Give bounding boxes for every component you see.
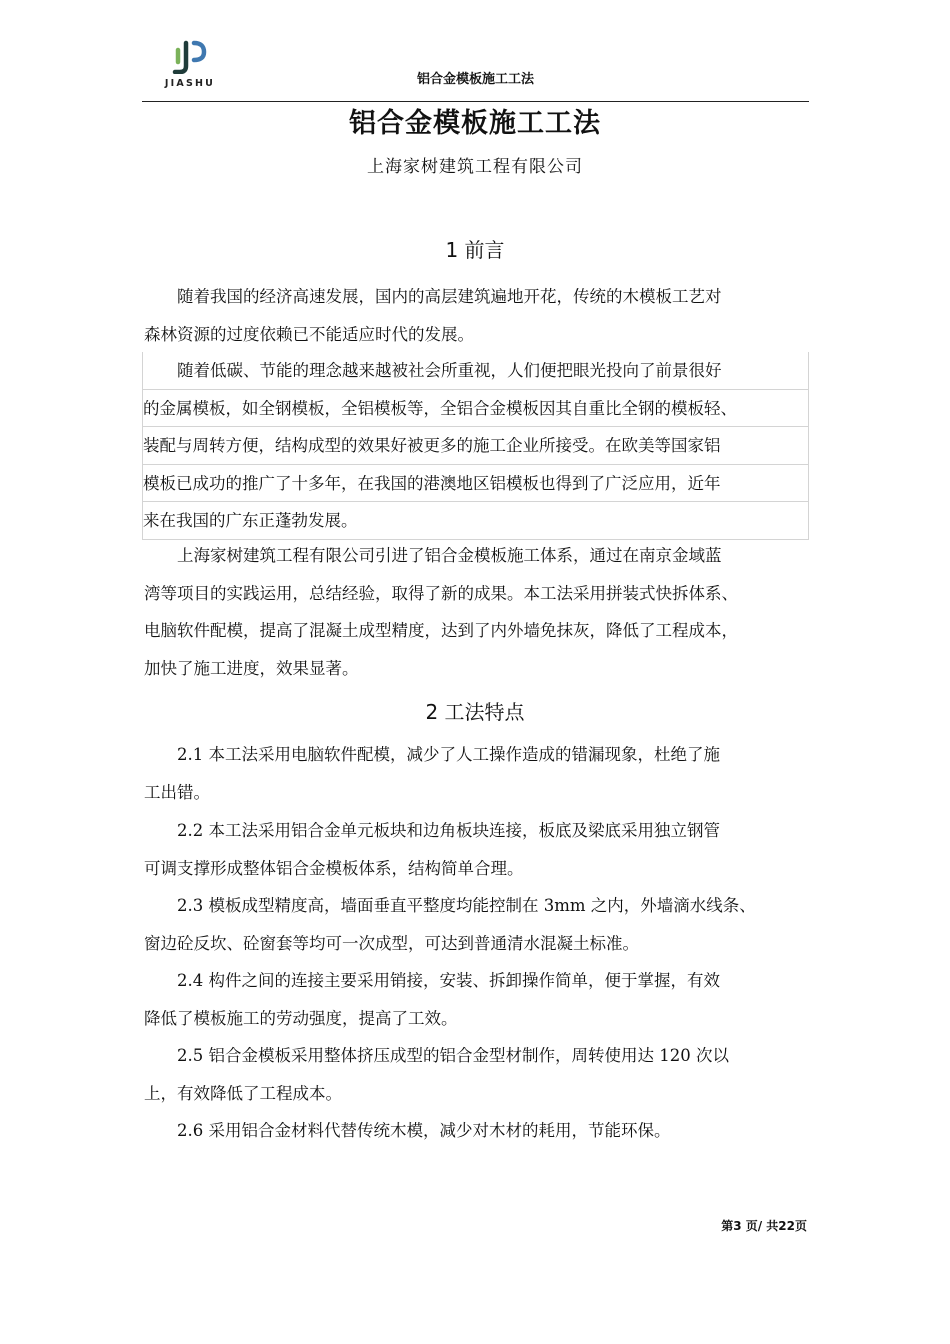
paragraph-line: 2.2 本工法采用铝合金单元板块和边角板块连接，板底及梁底采用独立钢管 [177, 821, 720, 840]
paragraph-line: 的金属模板，如全钢模板，全铝模板等，全铝合金模板因其自重比全钢的模板轻、 [143, 389, 808, 427]
section-heading-features: 2 工法特点 [425, 700, 525, 724]
paragraph [144, 278, 810, 353]
paragraph [144, 812, 810, 887]
paragraph-line: 加快了施工进度，效果显著。 [144, 658, 359, 678]
paragraph-line: 上海家树建筑工程有限公司引进了铝合金模板施工体系，通过在南京金域蓝 [177, 546, 722, 565]
paragraph-line: 上，有效降低了工程成本。 [144, 1083, 342, 1103]
paragraph-line: 2.5 铝合金模板采用整体挤压成型的铝合金型材制作，周转使用达 120 次以 [177, 1046, 729, 1065]
paragraph-line: 随着我国的经济高速发展，国内的高层建筑遍地开花，传统的木模板工艺对 [177, 287, 722, 306]
paragraph-line: 2.3 模板成型精度高，墙面垂直平整度均能控制在 3mm 之内，外墙滴水线条、 [177, 896, 756, 915]
paragraph-line: 湾等项目的实践运用，总结经验，取得了新的成果。本工法采用拼装式快拆体系、 [144, 583, 738, 603]
running-title: 铝合金模板施工工法 [416, 72, 534, 87]
boxed-paragraph [142, 352, 809, 540]
paragraph-line: 电脑软件配模，提高了混凝土成型精度，达到了内外墙免抹灰，降低了工程成本， [144, 621, 738, 640]
company-name: 上海家树建筑工程有限公司 [367, 157, 583, 177]
paragraph-line: 随着低碳、节能的理念越来越被社会所重视，人们便把眼光投向了前景很好 [177, 361, 722, 380]
paragraph [144, 1037, 810, 1112]
logo-text: JIASHU [164, 78, 216, 89]
paragraph [144, 1112, 810, 1150]
paragraph-line: 2.6 采用铝合金材料代替传统木模，减少对木材的耗用，节能环保。 [177, 1121, 671, 1140]
paragraph [144, 887, 810, 962]
section-heading-preface: 1 前言 [445, 238, 505, 262]
paragraph-line: 降低了模板施工的劳动强度，提高了工效。 [144, 1008, 458, 1028]
paragraph-line: 2.4 构件之间的连接主要采用销接，安装、拆卸操作简单，便于掌握，有效 [177, 971, 720, 990]
document-title: 铝合金模板施工工法 [349, 108, 601, 139]
paragraph-line: 工出错。 [144, 782, 210, 802]
paragraph-line: 窗边砼反坎、砼窗套等均可一次成型，可达到普通清水混凝土标准。 [144, 933, 639, 953]
paragraph-line: 2.1 本工法采用电脑软件配模，减少了人工操作造成的错漏现象，杜绝了施 [177, 745, 720, 764]
paragraph [144, 537, 810, 687]
page-number: 第3 页/ 共22页 [721, 1219, 807, 1233]
page-header [142, 30, 809, 102]
paragraph-line: 装配与周转方便，结构成型的效果好被更多的施工企业所接受。在欧美等国家铝 [143, 426, 808, 464]
paragraph [144, 962, 810, 1037]
paragraph-line: 模板已成功的推广了十多年，在我国的港澳地区铝模板也得到了广泛应用，近年 [143, 464, 808, 502]
paragraph-line: 来在我国的广东正蓬勃发展。 [143, 501, 808, 539]
paragraph-line: 可调支撑形成整体铝合金模板体系，结构简单合理。 [144, 858, 524, 878]
paragraph [144, 736, 810, 811]
paragraph-line: 森林资源的过度依赖已不能适应时代的发展。 [144, 324, 474, 344]
